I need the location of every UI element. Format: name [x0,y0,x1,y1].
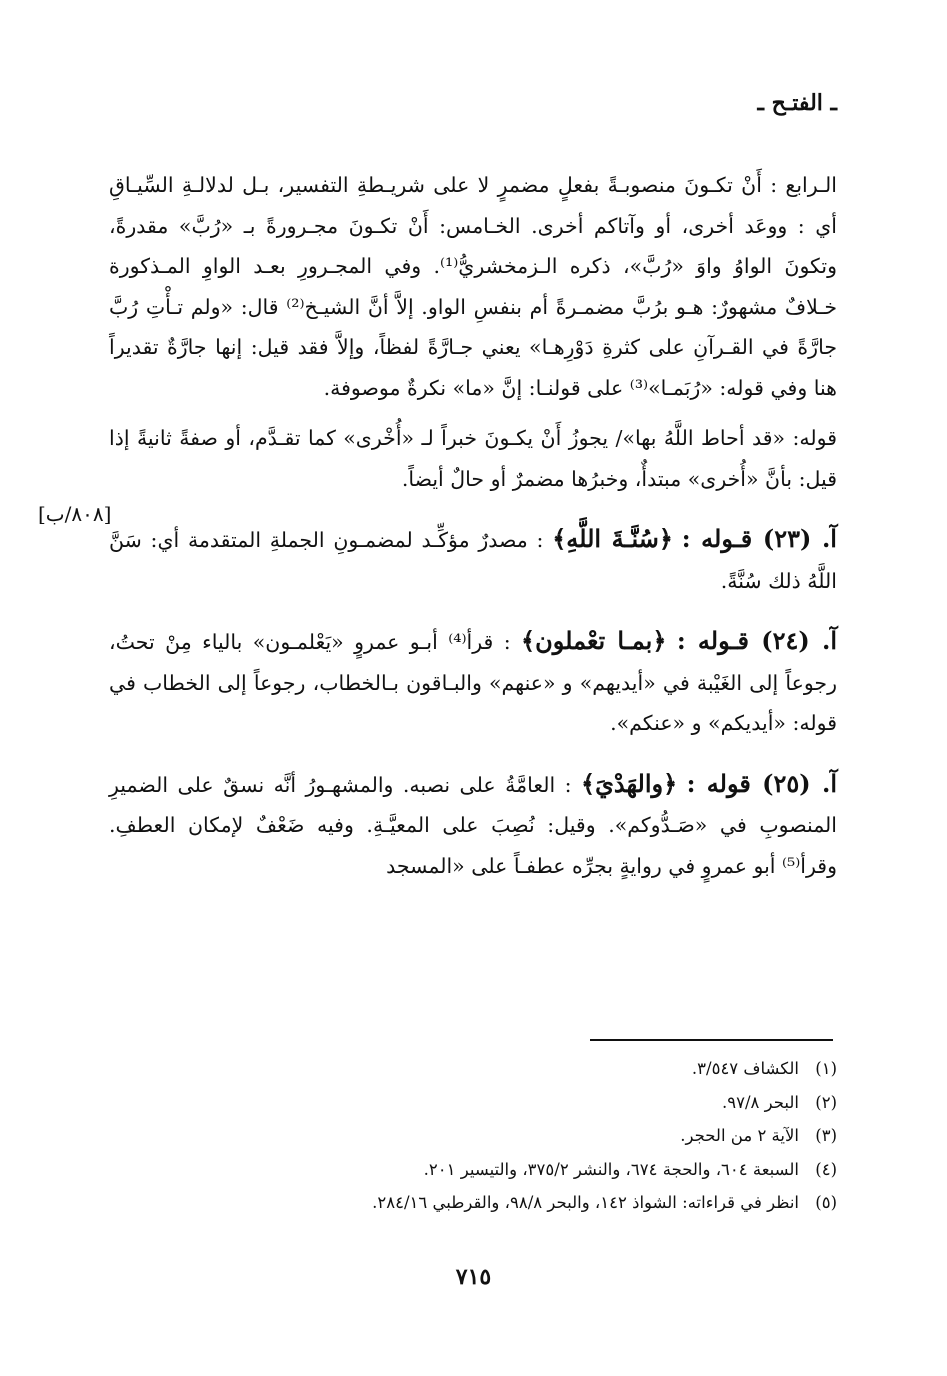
running-header: ـ الفتـح ـ [757,90,837,116]
verse-23-label: آ. (٢٣) قـوله : [681,524,837,553]
footnote-divider [590,1039,833,1041]
verse-24-quote: ﴿بمـا تعْملون﴾ [521,626,667,655]
footnote-4 [109,1153,837,1187]
verse-25-commentary: : العامَّةُ على نصبه. والمشهـورُ أنَّه نسقٌ على الضميرِ المنصوبِ في «صَـدُّوكم». وقيل: نُصِبَ على المعيَّـةِ. وفيه ضَعْفٌ لإمكان العطفِ. وقرأ⁽⁵⁾ أبو عمروٍ في روايةٍ بجرِّه عطفـاً على «المسجد [109,772,837,878]
paragraph-verse-25 [109,764,837,887]
manuscript-folio-marker: [٨٠٨/ب] [38,502,112,526]
verse-25-label: آ. (٢٥) قوله : [686,768,837,798]
footnote-number: (٣) [815,1126,837,1145]
page-number: ٧١٥ [455,1264,492,1290]
footnotes [109,1052,837,1220]
footnote-2 [109,1086,837,1120]
footnote-5 [109,1186,837,1220]
verse-24-label: آ. (٢٤) قـوله : [676,626,837,655]
footnote-text: السبعة ٦٠٤، والحجة ٦٧٤، والنشر ٣٧٥/٢، والتيسير ٢٠١. [423,1159,799,1179]
footnote-text: البحر ٩٧/٨. [722,1092,799,1112]
paragraph-qad-ahata: قوله: «قد أحاط اللَّهُ بها»/ يجوزُ أَنْ يكـونَ خبراً لـ «أُخْرى» كما تقـدَّم، أو صفةً ثانيةً إذا قيل: بأنَّ «أُخرى» مبتدأٌ، وخبرُها مضمرٌ أو حالٌ أيضاً. [109,426,837,491]
footnote-text: الآية ٢ من الحجر. [680,1126,799,1145]
footnote-text: الكشاف ٣/٥٤٧. [691,1059,799,1078]
paragraph-fourth-fifth-cases: الـرابع : أَنْ تكـونَ منصوبـةً بفعلٍ مضمرٍ لا على شريـطةِ التفسير، بـل لدلالـةِ السِّيـاقِ أي : ووعَد أخرى، أو وآتاكم أخرى. الخـامس: أَنْ تكـونَ مجـرورةً بـ «رُبَّ» مقدرةً، وتكونَ الواوُ واوَ «رُبَّ»، ذكره الـزمخشريُّ⁽¹⁾. وفي المجـرورِ بعـد الواوِ المـذكورة خـلافٌ مشهورٌ: هـو برُبَّ مضمـرةً أم بنفسِ الواو. إلاَّ أنَّ الشيـخ⁽²⁾ قال: «ولم تـأْتِ رُبَّ جارَّةً في القـرآنِ على كثرةِ دَوْرِهـا» يعني جـارَّةً لفظاً، وإلاَّ فقد قيل: إنها جارَّةٌ تقديراً هنا وفي قوله: «رُبَمـا»⁽³⁾ على قولنـا: إنَّ «ما» نكرةٌ موصوفة. [109,173,837,400]
paragraph-verse-24 [109,621,837,744]
footnote-number: (٥) [815,1193,837,1212]
footnote-1 [109,1052,837,1086]
footnote-text: انظر في قراءاته: الشواذ ١٤٢، والبحر ٩٨/٨، والقرطبي ٢٨٤/١٦. [372,1193,799,1212]
verse-24-commentary: : قرأ⁽⁴⁾ أبـو عمروٍ «يَعْلمـون» بالياء مِنْ تحتُ، رجوعاً إلى الغَيْبة في «أيديهم» و «عنهم» والبـاقون بـالخطاب، رجوعاً إلى الخطاب في قوله: «أيديكم» و «عنكم». [109,630,837,735]
main-text [109,165,837,886]
verse-25-quote: ﴿والهَدْيَ﴾ [581,768,678,798]
footnote-3 [109,1119,837,1153]
footnote-number: (٤) [815,1159,837,1179]
footnote-number: (٢) [815,1092,837,1112]
verse-23-commentary: : مصدرٌ مؤكِّـد لمضمـونِ الجملةِ المتقدمة أي: سَنَّ اللَّهُ ذلك سُنَّةً. [109,528,837,593]
paragraph-verse-23 [109,519,837,601]
footnote-number: (١) [815,1059,837,1078]
verse-23-quote: ﴿سُنَّـةَ اللَّهِ﴾ [552,524,673,553]
